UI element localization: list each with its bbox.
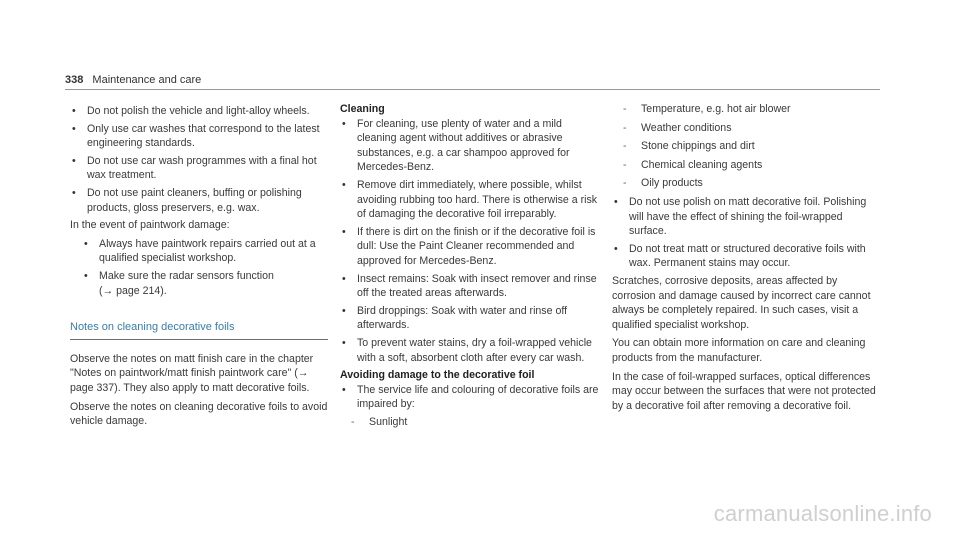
dash-item: - Weather conditions [623,121,732,134]
chapter-title: Maintenance and care [92,74,202,86]
dash-item: - Sunlight [351,415,408,428]
column-right [612,102,882,417]
list-item: • Insect remains: Soak with insect remover and rinse off the treated areas afterwards. [342,272,597,300]
list-item: • Always have paintwork repairs carried out at a qualified specialist workshop. [84,237,316,265]
dash-item: - Temperature, e.g. hot air blower [623,103,791,115]
damage-intro: In the event of paintwork damage: [70,219,230,232]
page-number: 338 [65,74,84,86]
list-item: • Do not use polish on matt decorative foil. Polishing will have the effect of shining the foil-wrapped surface. [614,195,867,238]
paragraph: Scratches, corrosive deposits, areas affected by corrosion and damage caused by incorrect care cannot always be completely repaired. In such cases, visit a qualified specialist workshop. [612,274,871,331]
column-middle [340,102,602,433]
watermark: carmanualsonline.info [713,501,932,526]
list-item: • If there is dirt on the finish or if the decorative foil is dull: Use the Paint Cleaner recommended and approved for Mercedes-Benz. [342,225,596,267]
page-link[interactable]: (→ page 214). [99,284,167,297]
list-item: • Only use car washes that correspond to the latest engineering standards. [72,122,320,150]
paragraph: In the case of foil-wrapped surfaces, optical differences may occur between the surfaces that were not protected by a decorative foil after removing a decorative foil. [612,370,876,412]
list-item: • Remove dirt immediately, where possible, whilst avoiding rubbing too hard. There is otherwise a risk of damaging the decorative foil irreparably. [342,178,598,221]
paragraph: Observe the notes on cleaning decorative foils to avoid vehicle damage. [70,400,328,428]
list-item: • Do not use car wash programmes with a final hot wax treatment. [72,154,317,182]
paragraph: Observe the notes on matt finish care in the chapter "Notes on paintwork/matt finish paintwork care" (→ page 337). They also apply to matt decorative foils. [70,352,314,394]
list-item: • To prevent water stains, dry a foil-wrapped vehicle with a soft, absorbent cloth after every car wash. [342,336,592,364]
dash-item: - Stone chippings and dirt [623,140,755,153]
list-item: • For cleaning, use plenty of water and a mild cleaning agent without additives or abrasive substances, e.g. a car shampoo approved for Mercedes-Benz. [342,117,570,174]
list-item: • Bird droppings: Soak with water and rinse off afterwards. [342,304,568,332]
page-header [65,74,201,86]
list-item: • The service life and colouring of decorative foils are impaired by: [342,383,599,411]
avoid-damage-heading: Avoiding damage to the decorative foil [340,369,535,382]
section-heading: Notes on cleaning decorative foils [70,320,328,340]
cleaning-heading: Cleaning [340,103,385,115]
list-item: • Do not polish the vehicle and light-alloy wheels. [72,105,310,117]
paragraph: You can obtain more information on care and cleaning products from the manufacturer. [612,337,866,364]
list-item: • Make sure the radar sensors function (→ page 214). [84,269,274,297]
header-divider [65,89,880,90]
list-item: • Do not use paint cleaners, buffing or polishing products, gloss preservers, e.g. wax. [72,186,302,214]
column-left [70,104,328,433]
list-item: • Do not treat matt or structured decorative foils with wax. Permanent stains may occur. [614,242,866,270]
dash-item: - Oily products [623,177,703,190]
dash-item: - Chemical cleaning agents [623,158,763,171]
